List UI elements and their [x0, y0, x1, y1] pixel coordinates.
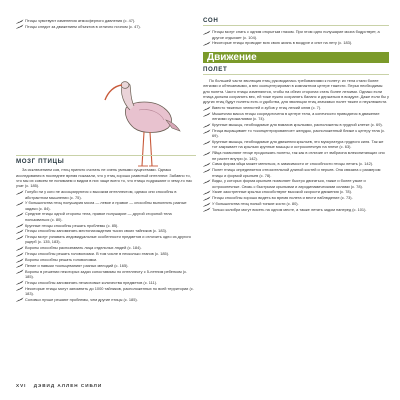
list-item [203, 167, 389, 178]
list-item [203, 139, 389, 150]
list-item [203, 189, 389, 194]
sleep-list [203, 29, 389, 45]
section-heading-sleep: СОН [203, 17, 219, 24]
quill-bullet-icon [16, 18, 25, 23]
flight-intro: По большей части эволюция птиц руководилась требованиями к полету: их тела стали более легкими и обтекаемыми, а вес сконцентрирован в компактном центре тяжести. Перья необходимы для полета. Часто птицы изменяются, чтобы на обеих сторонах стать более легкими. Однако если птица должна сохранить вес, ей тоже нужно сохранять баланс и держаться в воздухе. Даже если бы у других птиц будут полеты есть и удобства, для эволюции птиц значимых полет тяжел и неуклюжести. [203, 78, 389, 105]
page-footer [16, 383, 102, 388]
top-left-list [16, 18, 196, 29]
list-item-text: Узкие заостренные крылья способствуют высокой скорости движения (с. 78). [212, 189, 352, 195]
list-item-text: Птица выращивает то «сконцентрированное» желудок, расположенный ближе к центру тела (с. 69). [212, 128, 386, 139]
list-item-text: У большинства птиц полый тонкие кости (с. 80). [212, 201, 299, 207]
list-item-text: Крупные мышцы, необходимые для взмахов крыльями, расположены в грудной клетке (с. 69). [212, 122, 383, 128]
quill-bullet-icon [16, 189, 25, 194]
list-item [203, 161, 389, 166]
divider [16, 155, 196, 156]
list-item [203, 178, 389, 189]
list-item-text: Птицы способны запоминать нечисловые количества предметов (с. 111). [25, 279, 158, 285]
section-heading-brain: МОЗГ ПТИЦЫ [16, 158, 65, 165]
list-item [16, 234, 196, 245]
quill-bullet-icon [16, 297, 25, 302]
quill-bullet-icon [16, 245, 25, 250]
list-item [203, 29, 389, 40]
list-item [203, 207, 389, 212]
subheading-flight: ПОЛЕТ [203, 65, 228, 73]
quill-bullet-icon [16, 251, 25, 256]
list-item [16, 189, 196, 200]
list-item [203, 195, 389, 200]
quill-bullet-icon [16, 269, 25, 274]
list-item [16, 263, 196, 268]
quill-bullet-icon [203, 29, 212, 34]
right-column [203, 18, 389, 213]
list-item [203, 122, 389, 127]
list-item [16, 211, 196, 222]
quill-bullet-icon [203, 105, 212, 110]
list-item-text: Птицы способны хорошо видеть во время полета и вести наблюдение (с. 73). [212, 195, 353, 201]
quill-bullet-icon [203, 189, 212, 194]
quill-bullet-icon [203, 111, 212, 116]
list-item-text: Только колибри могут висеть на одном месте, а также летать задом наперед (с. 101). [212, 206, 367, 212]
quill-bullet-icon [16, 24, 25, 29]
quill-bullet-icon [203, 178, 212, 183]
quill-bullet-icon [203, 122, 212, 127]
list-item [203, 201, 389, 206]
list-item-text: Вороны способны решать головоломки. [25, 257, 98, 262]
list-item [16, 228, 196, 233]
list-item [16, 200, 196, 211]
list-item [16, 280, 196, 285]
list-item [16, 286, 196, 297]
list-item-text: Виды, у которых форма крыльев позволяет быстро двигаться, также и более узкие и остроконечные. Связь с быстрыми крыльями и аэродинамическими силами (с. 78). [212, 178, 366, 189]
list-item-text: Полет птицы определяется относительной длиной костей и перьев. Она связана с размером птицы и формой крыльев (с. 78). [212, 167, 381, 178]
divider [203, 25, 389, 26]
list-item-text: Птицы следят за движением объектов в отлично ночном (с. 47). [25, 23, 141, 29]
brain-intro: За исключением сов, птиц принято считать не очень умными существами. Однако исследования в последнее время показали, что у птиц хорошо развитый интеллект. Забавно то, что мы их совсем не понимаем и видим в них чаще всего то, что птицы подражают и чему-то нас учат (с. 185). [16, 167, 193, 188]
list-item-text: Мышечная масса птицы сосредоточена в центре тела, а конечности приводятся в движение легкими сухожилиями (с. 74). [212, 111, 380, 122]
list-item-text: У большинства птиц полушария мозга — левое и правое — способны выполнять разные задачи (с. 84). [25, 200, 187, 211]
list-item-text: Соловьи лучше решают проблемы, чем другие птицы (с. 185). [25, 296, 138, 302]
list-item [203, 105, 389, 110]
flight-list [203, 105, 389, 212]
brain-list [16, 189, 196, 302]
quill-bullet-icon [16, 228, 25, 233]
list-item-text: Птицы могут узнавать индивидуальные особенности предметов и отличить одно из другого ущерб (с. 135, 183). [25, 234, 191, 245]
list-item [16, 297, 196, 302]
quill-bullet-icon [16, 211, 25, 216]
list-item-text: Птицы способны запоминать местонахождения тысяч своих тайников (с. 183). [25, 228, 168, 234]
list-item-text: Птицы способны решать головоломки. В том числе в несколько этапов (с. 185). [25, 251, 170, 257]
quill-bullet-icon [203, 139, 212, 144]
quill-bullet-icon [203, 161, 212, 166]
quill-bullet-icon [203, 201, 212, 206]
list-item-text: Вороны способны распознавать лица отдельных людей (с. 184). [25, 245, 142, 251]
quill-bullet-icon [203, 40, 212, 45]
quill-bullet-icon [16, 263, 25, 268]
list-item-text: Некоторые птицы могут запомнить до 1000 тайников, расположенных по всей территории (с. 183). [25, 285, 194, 296]
list-item [16, 223, 196, 228]
list-item-text: Птицы чувствуют изменения атмосферного давления (с. 47). [25, 18, 136, 23]
quill-bullet-icon [203, 167, 212, 172]
quill-bullet-icon [16, 223, 25, 228]
list-item-text: Голуби ни у кого не ассоциируются с высоким интеллектом, однако они способны в абстрактном мышлении (с. 75). [25, 189, 177, 200]
list-item-text: Крупные мышцы, необходимые для движения крыльев, это мускулатура грудного киля. Так же тот закрывает на крыльях крупные мышцы и остроконечную на плече (с. 63). [212, 139, 384, 150]
list-item [16, 24, 196, 29]
list-item [16, 245, 196, 250]
quill-bullet-icon [203, 207, 212, 212]
list-item-text: Птицы могут спать с одним открытым глазом. При этом одно полушарие мозга бодрствует, а другое отдыхает (с. 104). [212, 29, 380, 40]
list-item-text: Яйца позволяют птице продолжать полеты, так как в отличие от эмбриона млекопитающих оно не растет внутри (с. 142). [212, 150, 385, 161]
quill-bullet-icon [16, 234, 25, 239]
quill-bullet-icon [16, 200, 25, 205]
quill-bullet-icon [16, 280, 25, 285]
quill-bullet-icon [203, 195, 212, 200]
quill-bullet-icon [16, 286, 25, 291]
list-item [16, 257, 196, 262]
list-item-text: Крупные птицы способны решать проблемы (с. 85). [25, 222, 119, 228]
list-item [16, 251, 196, 256]
list-item-text: Пение и навыки «кольцевания» разных мелодий (с. 165). [25, 262, 129, 268]
list-item [16, 18, 196, 23]
list-item-text: Сама форма яйца может меняться, в зависимости от способности птицы летать (с. 142). [212, 161, 374, 167]
quill-bullet-icon [16, 257, 25, 262]
divider [203, 74, 389, 75]
list-item [203, 40, 389, 45]
list-item-text: Средние птицы одной стороны тела, правое полушарие — другой стороной тела пользоваться (с. 80). [25, 211, 172, 222]
list-item-text: Вороны в решении некоторых задач сопоставимы по интеллекту с 5-летним ребенком (с. 185). [25, 268, 188, 279]
list-item [16, 269, 196, 280]
page-number: XVI [16, 383, 27, 388]
quill-bullet-icon [203, 128, 212, 133]
left-column [16, 18, 196, 302]
list-item [203, 128, 389, 139]
section-title-movement: Движение [203, 52, 389, 63]
list-item [203, 150, 389, 161]
list-item-text: Вместо тяжелых челюстей и зубов у птиц легкий клюв (с. 7). [212, 105, 322, 111]
list-item-text: Некоторые птицы проводят всю свою жизнь в воздухе и спят на лету (с. 183). [212, 40, 353, 46]
list-item [203, 111, 389, 122]
quill-bullet-icon [203, 150, 212, 155]
book-author: ДЭВИД АЛЛЕН СИБЛИ [33, 383, 103, 388]
